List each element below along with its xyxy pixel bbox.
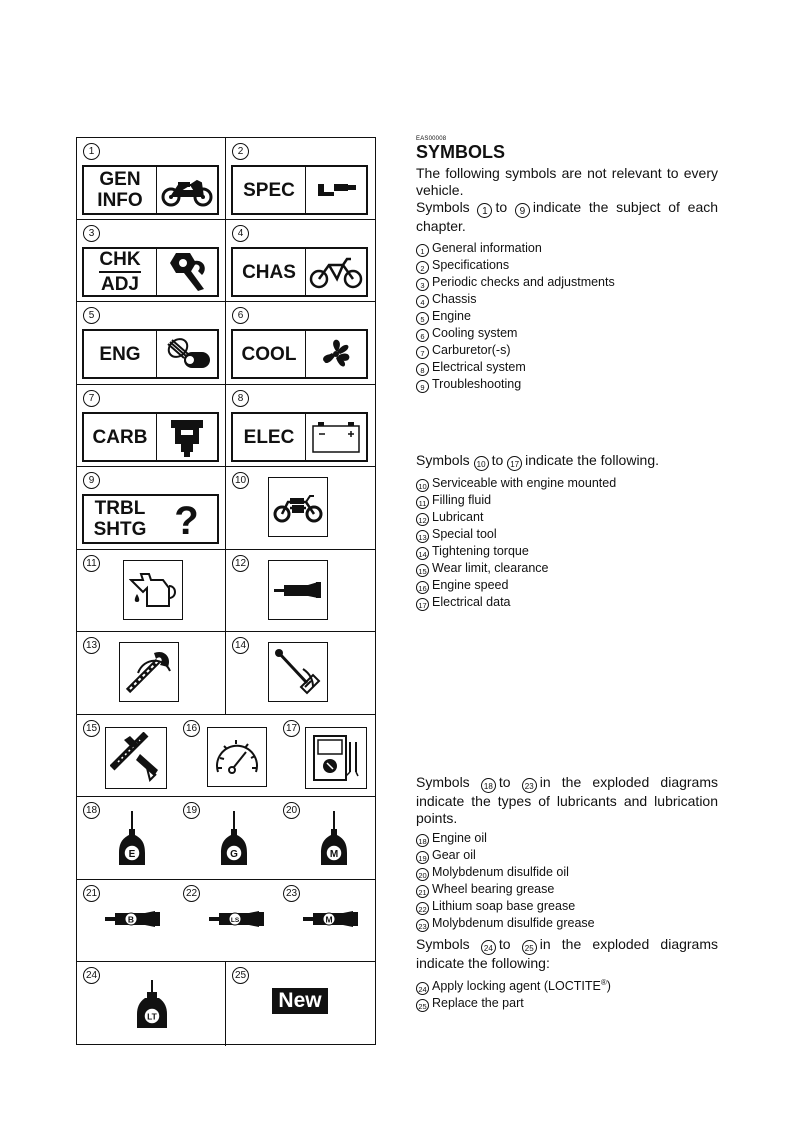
list-item [416, 995, 718, 1012]
cell-number: 17 [283, 720, 300, 737]
list-item-text: Gear oil [432, 848, 476, 862]
list-item-text: Engine oil [432, 831, 487, 845]
meter-icon [306, 167, 366, 213]
grease-gun-m-icon [301, 910, 361, 928]
grease-gun-ls-icon [207, 910, 267, 928]
grid-row [77, 220, 375, 302]
circled-number: 25 [416, 999, 429, 1012]
list-item-text: Cooling system [432, 326, 518, 340]
circled-number: 16 [416, 581, 429, 594]
list-item [416, 325, 718, 342]
circled-number: 18 [416, 834, 429, 847]
cell-number: 22 [183, 885, 200, 902]
oil-g-letter: G [230, 849, 238, 860]
cell-number: 24 [83, 967, 100, 984]
circled-number: 10 [474, 456, 489, 471]
oil-bottle-m-icon [319, 809, 349, 867]
list-item-text: Troubleshooting [432, 377, 522, 391]
circled-number: 11 [416, 496, 429, 509]
eng-label: ENG [99, 343, 141, 365]
closing-paren: ) [606, 979, 611, 994]
oil-e-letter: E [128, 849, 136, 860]
circled-number: 5 [416, 312, 429, 325]
list-item-text: Carburetor(-s) [432, 343, 511, 357]
list-item-text: Wear limit, clearance [432, 561, 549, 575]
list-item [416, 526, 718, 543]
gen-info-label-box [82, 165, 219, 215]
list-item [416, 543, 718, 560]
carb-label-box [82, 412, 219, 462]
list-item-text: Tightening torque [432, 544, 529, 558]
circled-number: 13 [416, 530, 429, 543]
symbol-cell-lubricant [226, 550, 375, 631]
grease-ls-letter: LS [230, 917, 240, 924]
circled-number: 7 [416, 346, 429, 359]
list-item [416, 257, 718, 274]
grease-m-letter: M [325, 914, 333, 925]
list-item-text: Wheel bearing grease [432, 882, 555, 896]
trbl-shtg-label-box [82, 494, 219, 544]
gen-info-line1: GEN [99, 169, 141, 190]
circled-number: 1 [477, 203, 492, 218]
symbol-cell-special-tool [77, 632, 226, 714]
grid-row [77, 302, 375, 385]
list-item [416, 898, 718, 915]
chas-label: CHAS [242, 261, 296, 283]
circled-number: 3 [416, 278, 429, 291]
elec-label-box [231, 412, 368, 462]
list-item [416, 240, 718, 257]
list-item [416, 577, 718, 594]
symbol-cell-lithium-grease [177, 880, 277, 961]
grid-row [77, 138, 375, 220]
engine-cylinder-icon [157, 331, 217, 377]
grid-row [77, 797, 375, 880]
lt-letters: LT [147, 1011, 157, 1022]
symbol-cell-wear-limit [77, 715, 177, 796]
symbols-text-column [416, 136, 719, 1012]
carb-label: CARB [92, 426, 148, 448]
torque-wrench-icon [268, 642, 328, 702]
symbol-cell-moly-grease [277, 880, 375, 961]
tools-list [416, 475, 718, 611]
symbol-cell-engine-oil [77, 797, 177, 879]
fan-icon [306, 331, 366, 377]
list-item [416, 594, 718, 611]
list-item-text: Chassis [432, 292, 477, 306]
circled-number: 20 [416, 868, 429, 881]
new-part-badge: New [272, 988, 328, 1014]
grid-row [77, 715, 375, 797]
circled-number: 23 [522, 778, 537, 793]
chk-adj-label-box [82, 247, 219, 297]
circled-number: 8 [416, 363, 429, 376]
tachometer-icon [207, 727, 267, 787]
circled-number: 24 [416, 982, 429, 995]
circled-number: 10 [416, 479, 429, 492]
cool-label-box [231, 329, 368, 379]
question-mark-icon [156, 496, 217, 542]
grid-row [77, 962, 375, 1046]
list-item [416, 915, 718, 932]
cell-number: 14 [232, 637, 249, 654]
elec-label: ELEC [243, 426, 295, 448]
symbol-cell-carb [77, 385, 226, 466]
circled-number: 2 [416, 261, 429, 274]
list-item-text: Engine speed [432, 578, 509, 592]
symbol-cell-chk-adj [77, 220, 226, 301]
subjects-paragraph: Symbols 1 to 9 indicate the subject of each chapter. [416, 199, 719, 234]
chas-label-box [231, 247, 368, 297]
circled-number: 6 [416, 329, 429, 342]
oil-bottle-e-icon [117, 809, 147, 867]
symbol-cell-cool [226, 302, 375, 384]
circled-number: 25 [522, 940, 537, 955]
battery-icon [306, 414, 366, 460]
circled-number: 18 [481, 778, 496, 793]
cell-number: 9 [83, 472, 100, 489]
cell-number: 1 [83, 143, 100, 160]
symbol-cell-engine-speed [177, 715, 277, 796]
list-item-text: Electrical data [432, 595, 511, 609]
trbl-shtg-line2: SHTG [93, 519, 147, 540]
cell-number: 21 [83, 885, 100, 902]
grid-row [77, 880, 375, 962]
circled-number: 15 [416, 564, 429, 577]
cell-number: 8 [232, 390, 249, 407]
spec-label: SPEC [243, 179, 295, 201]
intro-paragraph: The following symbols are not relevant to every vehicle. [416, 165, 718, 198]
caliper-icon [105, 727, 167, 789]
trbl-shtg-line1: TRBL [94, 498, 146, 519]
list-item-text: Replace the part [432, 996, 524, 1011]
circled-number: 17 [507, 456, 522, 471]
list-item [416, 881, 718, 898]
symbol-cell-serviceable [226, 467, 375, 549]
cell-number: 4 [232, 225, 249, 242]
circled-number: 19 [416, 851, 429, 864]
carburetor-icon [157, 414, 217, 460]
list-item [416, 847, 718, 864]
cell-number: 3 [83, 225, 100, 242]
serviceable-motorcycle-icon [268, 477, 328, 537]
cell-number: 2 [232, 143, 249, 160]
circled-number: 17 [416, 598, 429, 611]
list-item [416, 492, 718, 509]
list-item-text: General information [432, 241, 542, 255]
list-item-text: Periodic checks and adjustments [432, 275, 615, 289]
circled-number: 24 [481, 940, 496, 955]
list-item [416, 274, 718, 291]
spec-label-box [231, 165, 368, 215]
list-item [416, 291, 718, 308]
circled-number: 1 [416, 244, 429, 257]
circled-number: 9 [416, 380, 429, 393]
cell-number: 13 [83, 637, 100, 654]
cell-number: 7 [83, 390, 100, 407]
list-item [416, 475, 718, 492]
grease-b-letter: B [127, 914, 135, 925]
grid-row [77, 385, 375, 467]
symbol-cell-filling-fluid [77, 550, 226, 631]
grease-gun-icon [268, 560, 328, 620]
list-item-text: Electrical system [432, 360, 526, 374]
multimeter-icon [305, 727, 367, 789]
lubricants-paragraph: Symbols 18 to 23 in the exploded diagrams indicate the types of lubricants and lubrication points. 18 Engine oil 19 Gear oil 20 Molybdenum disulfide oil 21 Wheel bearing grease 22 Lithium soap base grease 23 Molybdenum disulfide grease Symbols 24 to 25 in the exploded diagrams indicate the following: 24 Apply locking agent (LOCTITE®) 25 Replace the part [416, 774, 718, 1012]
list-item-text: Lithium soap base grease [432, 899, 576, 913]
list-item-text: Lubricant [432, 510, 484, 524]
list-item [416, 560, 718, 577]
section-code: EAS00008 [416, 136, 447, 142]
grid-row [77, 632, 375, 715]
wrench-nut-icon [157, 249, 217, 295]
circled-number: 14 [416, 547, 429, 560]
cell-number: 10 [232, 472, 249, 489]
cell-number: 20 [283, 802, 300, 819]
symbol-cell-elec [226, 385, 375, 466]
circled-number: 21 [416, 885, 429, 898]
list-item-text: Molybdenum disulfide oil [432, 865, 569, 879]
symbol-cell-new-part [226, 962, 375, 1046]
symbol-cell-eng [77, 302, 226, 384]
oil-m-letter: M [329, 849, 339, 860]
cell-number: 18 [83, 802, 100, 819]
symbol-cell-gear-oil [177, 797, 277, 879]
symbol-cell-locking-agent [77, 962, 226, 1046]
symbol-cell-torque [226, 632, 375, 714]
list-item [416, 308, 718, 325]
list-item-text: Molybdenum disulfide grease [432, 916, 595, 930]
list-item-text: Serviceable with engine mounted [432, 476, 617, 490]
list-item [416, 864, 718, 881]
gen-info-line2: INFO [97, 190, 143, 211]
symbol-cell-moly-oil [277, 797, 375, 879]
question-mark: ? [174, 498, 199, 543]
circled-number: 12 [416, 513, 429, 526]
circled-number: 4 [416, 295, 429, 308]
symbol-cell-wheel-bearing-grease [77, 880, 177, 961]
special-tool-icon [119, 642, 179, 702]
list-item-text: Apply locking agent (LOCTITE [432, 979, 601, 994]
oil-bottle-g-icon [219, 809, 249, 867]
list-item-text: Specifications [432, 258, 510, 272]
grid-row [77, 550, 375, 632]
circled-number: 9 [515, 203, 530, 218]
symbol-grid [76, 137, 376, 1045]
lubricants-list [416, 830, 718, 932]
cell-number: 6 [232, 307, 249, 324]
chk-adj-line2: ADJ [100, 274, 139, 295]
cell-number: 25 [232, 967, 249, 984]
circled-number: 23 [416, 919, 429, 932]
cell-number: 11 [83, 555, 100, 572]
list-item-text: Engine [432, 309, 471, 323]
cell-number: 19 [183, 802, 200, 819]
symbol-cell-chas [226, 220, 375, 301]
cell-number: 16 [183, 720, 200, 737]
tools-paragraph: Symbols 10 to 17 indicate the following. 10 Serviceable with engine mounted 11 Filling fluid 12 Lubricant 13 Special tool 14 Tightening torque 15 Wear limit, clearance 16 Engine speed 17 Electrical data [416, 452, 718, 611]
list-item [416, 376, 718, 393]
list-item [416, 509, 718, 526]
cool-label: COOL [241, 343, 297, 365]
chk-adj-line1: CHK [99, 249, 140, 273]
locking-agent-bottle-icon [135, 978, 169, 1030]
motorcycle-icon [157, 167, 217, 213]
grid-row [77, 467, 375, 550]
circled-number: 22 [416, 902, 429, 915]
cell-number: 5 [83, 307, 100, 324]
symbol-cell-electrical-data [277, 715, 375, 796]
section-title: SYMBOLS [416, 142, 506, 162]
list-item [416, 342, 718, 359]
symbol-cell-trbl-shtg [77, 467, 226, 549]
list-item [416, 830, 718, 847]
list-item [416, 359, 718, 376]
cell-number: 23 [283, 885, 300, 902]
list-item-text: Special tool [432, 527, 497, 541]
grease-gun-b-icon [103, 910, 163, 928]
list-item [416, 975, 718, 995]
registered-mark: ® [600, 978, 607, 987]
locking-list [416, 975, 718, 1012]
motorcycle-frame-icon [306, 249, 366, 295]
symbol-cell-gen-info [77, 138, 226, 219]
oil-can-icon [123, 560, 183, 620]
cell-number: 12 [232, 555, 249, 572]
locking-paragraph: Symbols 24 to 25 in the exploded diagrams indicate the following: [416, 936, 718, 971]
symbol-cell-spec [226, 138, 375, 219]
list-item-text: Filling fluid [432, 493, 492, 507]
cell-number: 15 [83, 720, 100, 737]
eng-label-box [82, 329, 219, 379]
subjects-list [416, 240, 718, 393]
